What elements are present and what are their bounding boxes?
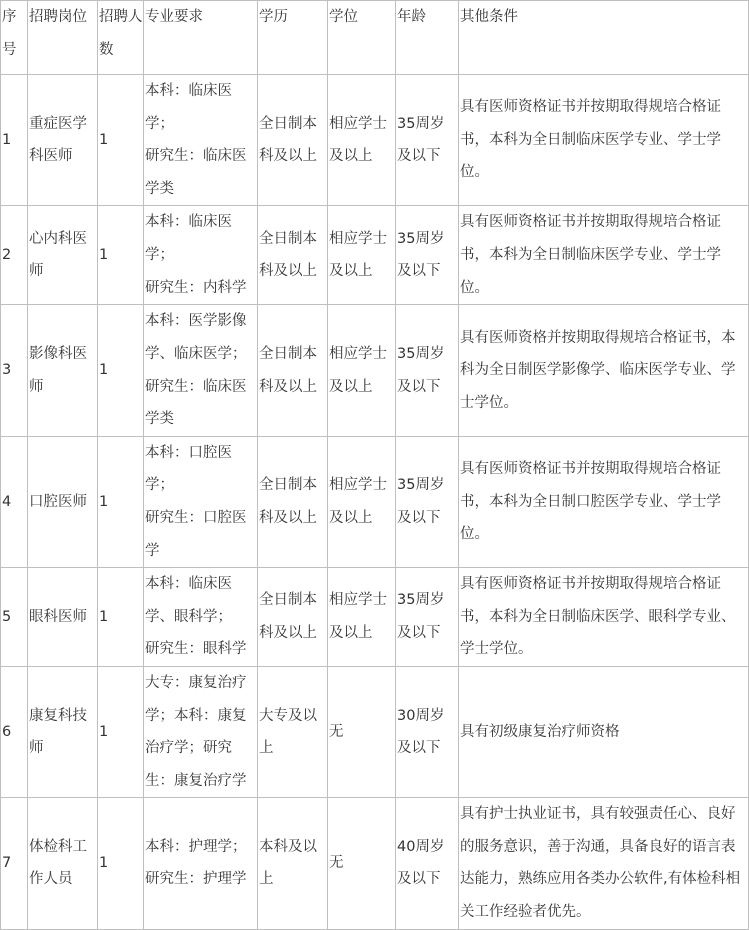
cell-education: 全日制本科及以上 [258, 436, 328, 567]
table-row [1, 798, 749, 929]
header-major: 专业要求 [144, 1, 258, 75]
major-line: 研究生：临床医学类 [145, 148, 247, 197]
cell-position: 体检科工作人员 [28, 798, 98, 929]
table-row [1, 305, 749, 436]
cell-no: 7 [1, 798, 28, 929]
table-row [1, 568, 749, 667]
cell-count: 1 [98, 436, 144, 567]
header-education: 学历 [258, 1, 328, 75]
table-row [1, 666, 749, 797]
cell-no: 1 [1, 75, 28, 206]
cell-no: 3 [1, 305, 28, 436]
cell-age: 30周岁及以下 [396, 666, 459, 797]
cell-no: 2 [1, 206, 28, 305]
header-age: 年龄 [396, 1, 459, 75]
cell-other: 具有医师资格并按期取得规培合格证书，本科为全日制医学影像学、临床医学专业、学士学位。 [459, 305, 749, 436]
cell-other: 具有医师资格证书并按期取得规培合格证书，本科为全日制临床医学、眼科学专业、学士学位。 [459, 568, 749, 667]
cell-major [144, 206, 258, 305]
cell-age: 35周岁及以下 [396, 305, 459, 436]
cell-degree: 相应学士及以上 [328, 305, 396, 436]
cell-major [144, 666, 258, 797]
major-line: 本科：临床医学； [145, 83, 232, 132]
major-line: 大专：康复治疗学；本科：康复治疗学；研究生：康复治疗学 [145, 674, 247, 789]
cell-major [144, 305, 258, 436]
cell-degree: 相应学士及以上 [328, 436, 396, 567]
header-position: 招聘岗位 [28, 1, 98, 75]
cell-position: 眼科医师 [28, 568, 98, 667]
cell-degree: 相应学士及以上 [328, 568, 396, 667]
cell-other: 具有医师资格证书并按期取得规培合格证书，本科为全日制临床医学专业、学士学位。 [459, 75, 749, 206]
major-line: 本科：护理学； [145, 838, 247, 855]
header-no: 序号 [1, 1, 28, 75]
cell-education: 本科及以上 [258, 798, 328, 929]
major-line: 本科：临床医学； [145, 214, 232, 263]
cell-no: 5 [1, 568, 28, 667]
cell-count: 1 [98, 666, 144, 797]
header-other: 其他条件 [459, 1, 749, 75]
cell-age: 35周岁及以下 [396, 436, 459, 567]
cell-education: 全日制本科及以上 [258, 305, 328, 436]
table-row [1, 75, 749, 206]
cell-count: 1 [98, 568, 144, 667]
cell-count: 1 [98, 305, 144, 436]
major-line: 本科：临床医学、眼科学； [145, 576, 232, 625]
cell-other: 具有医师资格证书并按期取得规培合格证书，本科为全日制临床医学专业、学士学位。 [459, 206, 749, 305]
major-line: 研究生：护理学 [145, 871, 247, 888]
major-line: 研究生：临床医学类 [145, 378, 247, 428]
cell-education: 全日制本科及以上 [258, 75, 328, 206]
cell-position: 心内科医师 [28, 206, 98, 305]
cell-other: 具有医师资格证书并按期取得规培合格证书，本科为全日制口腔医学专业、学士学位。 [459, 436, 749, 567]
cell-position: 影像科医师 [28, 305, 98, 436]
table-row [1, 436, 749, 567]
cell-age: 35周岁及以下 [396, 75, 459, 206]
cell-education: 全日制本科及以上 [258, 568, 328, 667]
cell-degree: 无 [328, 798, 396, 929]
cell-other: 具有护士执业证书，具有较强责任心、良好的服务意识，善于沟通，具备良好的语言表达能力，熟练应用各类办公软件,有体检科相关工作经验者优先。 [459, 798, 749, 929]
cell-count: 1 [98, 75, 144, 206]
cell-count: 1 [98, 206, 144, 305]
cell-major [144, 568, 258, 667]
cell-position: 康复科技师 [28, 666, 98, 797]
header-degree: 学位 [328, 1, 396, 75]
table-row [1, 206, 749, 305]
cell-degree: 相应学士及以上 [328, 206, 396, 305]
cell-education: 全日制本科及以上 [258, 206, 328, 305]
cell-count: 1 [98, 798, 144, 929]
cell-position: 重症医学科医师 [28, 75, 98, 206]
cell-major [144, 75, 258, 206]
cell-age: 40周岁及以下 [396, 798, 459, 929]
header-row [1, 1, 749, 75]
cell-no: 4 [1, 436, 28, 567]
cell-age: 35周岁及以下 [396, 568, 459, 667]
cell-position: 口腔医师 [28, 436, 98, 567]
major-line: 研究生：口腔医学 [145, 509, 247, 559]
major-line: 本科：口腔医学； [145, 444, 232, 494]
cell-degree: 相应学士及以上 [328, 75, 396, 206]
cell-major [144, 798, 258, 929]
cell-age: 35周岁及以下 [396, 206, 459, 305]
cell-other: 具有初级康复治疗师资格 [459, 666, 749, 797]
cell-education: 大专及以上 [258, 666, 328, 797]
cell-degree: 无 [328, 666, 396, 797]
cell-no: 6 [1, 666, 28, 797]
major-line: 本科：医学影像学、临床医学； [145, 313, 247, 362]
header-count: 招聘人数 [98, 1, 144, 75]
major-line: 研究生：眼科学 [145, 641, 247, 658]
cell-major [144, 436, 258, 567]
major-line: 研究生：内科学 [145, 279, 247, 296]
